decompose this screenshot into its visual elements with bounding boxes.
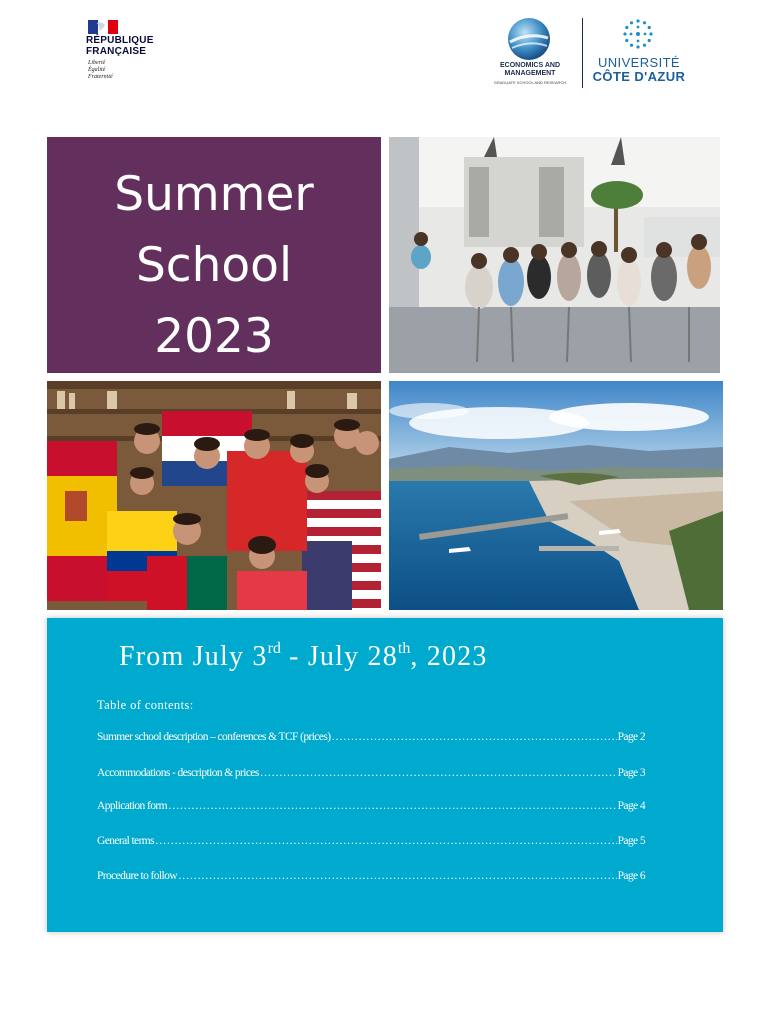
toc-item-label: Summer school description – conferences & TCF (prices): [97, 731, 331, 743]
republique-name: RÉPUBLIQUE FRANÇAISE: [86, 35, 154, 57]
toc-leader-dots: [178, 870, 617, 882]
toc-title: Table of contents:: [97, 698, 194, 712]
globe-icon: [506, 16, 552, 62]
toc-item-label: Procedure to follow: [97, 870, 177, 882]
toc-item-page: Page 4: [617, 800, 645, 812]
universite-cote-dazur-text: UNIVERSITÉ CÔTE D'AZUR: [592, 55, 686, 84]
economics-management-logo: [480, 16, 580, 88]
nice-coastline-photo: [389, 381, 723, 610]
logo-divider: [582, 18, 583, 88]
toc-leader-dots: [260, 767, 617, 779]
toc-item-general-terms[interactable]: [97, 835, 645, 847]
toc-leader-dots: [168, 800, 617, 812]
marianne-flag-icon: [88, 20, 118, 34]
toc-item-page: Page 2: [617, 731, 645, 743]
republique-francaise-logo: [86, 20, 176, 82]
students-flags-photo: [47, 381, 381, 610]
republique-motto: Liberté Égalité Fraternité: [88, 60, 113, 80]
dots-circle-icon: [622, 18, 654, 50]
toc-item-label: Application form: [97, 800, 167, 812]
info-panel: [47, 618, 723, 932]
toc-item-procedure-to-follow[interactable]: [97, 870, 645, 882]
program-dates: From July 3rd - July 28th, 2023: [119, 640, 488, 672]
toc-item-label: General terms: [97, 835, 155, 847]
toc-item-page: Page 5: [617, 835, 645, 847]
students-cafe-photo: [389, 137, 720, 373]
universite-cote-dazur-logo: [586, 16, 692, 88]
economics-management-text: ECONOMICS AND MANAGEMENT: [499, 62, 561, 77]
toc-item-summer-school-description[interactable]: [97, 731, 645, 743]
toc-item-label: Accommodations - description & prices: [97, 767, 259, 779]
toc-item-application-form[interactable]: [97, 800, 645, 812]
toc-item-page: Page 6: [617, 870, 645, 882]
summer-school-title-block: [47, 137, 381, 373]
toc-item-page: Page 3: [617, 767, 645, 779]
toc-item-accommodations[interactable]: [97, 767, 645, 779]
page-title: Summer School 2023: [114, 167, 314, 364]
toc-leader-dots: [155, 835, 617, 847]
toc-leader-dots: [331, 731, 616, 743]
graduate-school-subtitle: GRADUATE SCHOOL AND RESEARCH: [493, 80, 567, 85]
